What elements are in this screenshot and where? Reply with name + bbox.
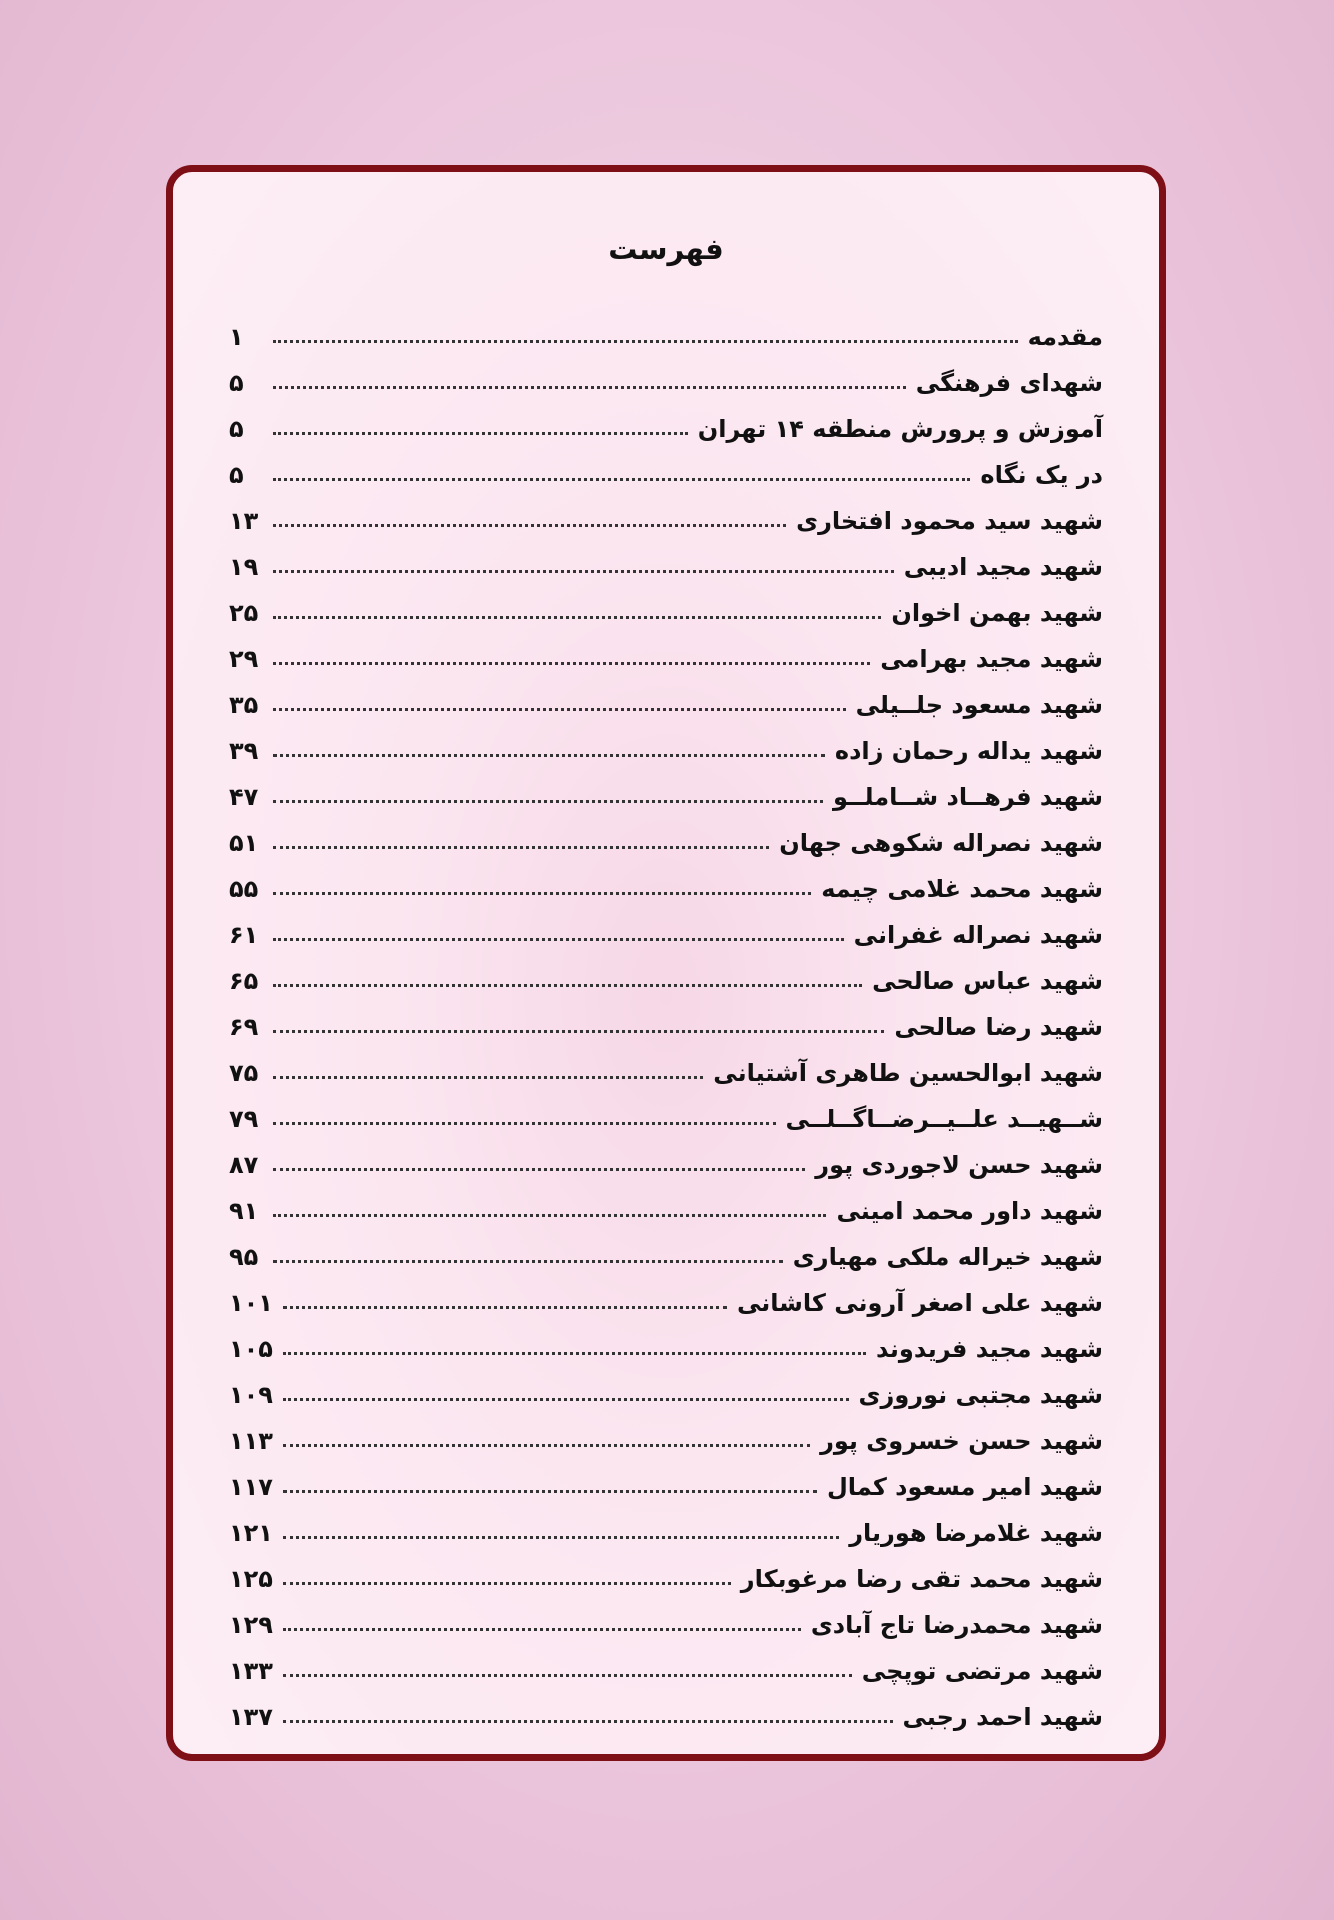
- dot-leader: [273, 474, 970, 481]
- toc-entry[interactable]: [229, 1372, 1103, 1418]
- toc-entry-label: شهید داور محمد امینی: [836, 1197, 1103, 1225]
- dot-leader: [273, 934, 844, 941]
- toc-entry-page-number: ۶۱: [229, 921, 259, 949]
- dot-leader: [273, 1256, 783, 1263]
- toc-entry-label: شهید نصراله شکوهی جهان: [779, 829, 1103, 857]
- toc-entry[interactable]: [229, 360, 1103, 406]
- dot-leader: [283, 1670, 852, 1677]
- dot-leader: [273, 888, 811, 895]
- dot-leader: [273, 980, 862, 987]
- toc-entry-label: شهید امیر مسعود کمال: [826, 1473, 1103, 1501]
- toc-entry-page-number: ۵: [229, 415, 244, 443]
- toc-entry[interactable]: [229, 1188, 1103, 1234]
- toc-entry-page-number: ۱: [229, 323, 244, 351]
- toc-entry-label: شهید بهمن اخوان: [891, 599, 1103, 627]
- toc-entry-page-number: ۳۵: [229, 691, 259, 719]
- toc-entry[interactable]: [229, 958, 1103, 1004]
- toc-entry[interactable]: [229, 1234, 1103, 1280]
- toc-entry[interactable]: [229, 1510, 1103, 1556]
- toc-entry[interactable]: [229, 314, 1103, 360]
- dot-leader: [283, 1394, 849, 1401]
- toc-entry-label: شهید عباس صالحی: [872, 967, 1103, 995]
- toc-entry[interactable]: [229, 590, 1103, 636]
- dot-leader: [273, 750, 825, 757]
- toc-entry-page-number: ۹۱: [229, 1197, 259, 1225]
- toc-entry-label: مقدمه: [1027, 323, 1103, 351]
- toc-entry-label: شهید محمدرضا تاج آبادی: [810, 1611, 1103, 1639]
- toc-entry[interactable]: [229, 1280, 1103, 1326]
- toc-entry-page-number: ۲۹: [229, 645, 259, 673]
- toc-entry-label: شهید فرهــاد شــاملــو: [833, 783, 1103, 811]
- toc-entry-label: شهید مجید ادیبی: [903, 553, 1103, 581]
- toc-entry-page-number: ۵۵: [229, 875, 259, 903]
- dot-leader: [273, 658, 870, 665]
- toc-entry-page-number: ۴۷: [229, 783, 259, 811]
- toc-entry-label: در یک نگاه: [980, 461, 1103, 489]
- toc-entry-page-number: ۱۱۳: [229, 1427, 273, 1455]
- toc-entry-page-number: ۱۳۳: [229, 1657, 273, 1685]
- toc-entry[interactable]: [229, 1004, 1103, 1050]
- toc-entry[interactable]: [229, 682, 1103, 728]
- toc-entry-page-number: ۵: [229, 461, 244, 489]
- toc-entry-label: شهید علی اصغر آرونی کاشانی: [736, 1289, 1103, 1317]
- dot-leader: [273, 1164, 805, 1171]
- toc-entry-label: شهید احمد رجبی: [902, 1703, 1103, 1731]
- dot-leader: [273, 704, 846, 711]
- dot-leader: [273, 842, 769, 849]
- toc-entry[interactable]: [229, 1142, 1103, 1188]
- dot-leader: [273, 1118, 776, 1125]
- toc-entry[interactable]: [229, 866, 1103, 912]
- dot-leader: [273, 796, 823, 803]
- toc-entry[interactable]: [229, 728, 1103, 774]
- toc-entry[interactable]: [229, 774, 1103, 820]
- toc-entry-page-number: ۱۲۵: [229, 1565, 273, 1593]
- toc-entry[interactable]: [229, 1096, 1103, 1142]
- toc-entry[interactable]: [229, 1648, 1103, 1694]
- toc-entry-page-number: ۲۵: [229, 599, 259, 627]
- dot-leader: [273, 336, 1018, 343]
- toc-entry[interactable]: [229, 912, 1103, 958]
- toc-entry[interactable]: [229, 636, 1103, 682]
- toc-entry[interactable]: [229, 452, 1103, 498]
- toc-entry[interactable]: [229, 544, 1103, 590]
- toc-entry-label: شهید مرتضی توپچی: [861, 1657, 1103, 1685]
- toc-entry[interactable]: [229, 498, 1103, 544]
- toc-entry-page-number: ۷۹: [229, 1105, 259, 1133]
- toc-entry[interactable]: [229, 1556, 1103, 1602]
- dot-leader: [273, 520, 786, 527]
- dot-leader: [273, 1210, 826, 1217]
- toc-entry-label: شهید یداله رحمان زاده: [834, 737, 1103, 765]
- dot-leader: [283, 1716, 893, 1723]
- toc-entry-page-number: ۹۵: [229, 1243, 259, 1271]
- toc-entry-page-number: ۱۹: [229, 553, 259, 581]
- toc-entry-label: شهید رضا صالحی: [894, 1013, 1103, 1041]
- dot-leader: [273, 428, 688, 435]
- dot-leader: [283, 1624, 801, 1631]
- toc-entry[interactable]: [229, 1326, 1103, 1372]
- toc-entry-page-number: ۱۰۵: [229, 1335, 273, 1363]
- toc-entry-label: شهید حسن خسروی پور: [820, 1427, 1103, 1455]
- toc-entry-label: آموزش و پرورش منطقه ۱۴ تهران: [697, 415, 1103, 443]
- toc-entry-page-number: ۶۵: [229, 967, 259, 995]
- toc-entry-page-number: ۱۱۷: [229, 1473, 273, 1501]
- toc-entry-label: شهید محمد غلامی چیمه: [821, 875, 1103, 903]
- toc-entry-label: شهید مسعود جلــیلی: [855, 691, 1103, 719]
- toc-entry-page-number: ۱۲۱: [229, 1519, 273, 1547]
- toc-entry-label: شهید مجید بهرامی: [880, 645, 1103, 673]
- toc-entry-page-number: ۱۲۹: [229, 1611, 273, 1639]
- toc-entry-page-number: ۸۷: [229, 1151, 259, 1179]
- dot-leader: [283, 1532, 839, 1539]
- toc-entry-page-number: ۳۹: [229, 737, 259, 765]
- toc-entry-page-number: ۱۳: [229, 507, 259, 535]
- dot-leader: [283, 1302, 727, 1309]
- toc-entry-page-number: ۱۰۹: [229, 1381, 273, 1409]
- toc-entry-label: شهید نصراله غفرانی: [853, 921, 1103, 949]
- dot-leader: [273, 566, 894, 573]
- toc-entry[interactable]: [229, 820, 1103, 866]
- toc-entry[interactable]: [229, 1464, 1103, 1510]
- toc-entry-page-number: ۱۰۱: [229, 1289, 273, 1317]
- toc-entry-label: شهید خیراله ملکی مهیاری: [792, 1243, 1103, 1271]
- page-title: فهرست: [608, 232, 724, 266]
- toc-entry[interactable]: [229, 406, 1103, 452]
- dot-leader: [283, 1486, 817, 1493]
- table-of-contents: [229, 314, 1103, 1740]
- dot-leader: [273, 1072, 703, 1079]
- toc-entry-label: شهدای فرهنگی: [915, 369, 1103, 397]
- toc-entry-label: شهید مجتبی نوروزی: [858, 1381, 1103, 1409]
- dot-leader: [283, 1348, 866, 1355]
- dot-leader: [283, 1578, 731, 1585]
- toc-frame: [166, 165, 1166, 1761]
- toc-entry-label: شهید غلامرضا هوریار: [849, 1519, 1103, 1547]
- dot-leader: [273, 382, 906, 389]
- toc-entry-page-number: ۵: [229, 369, 244, 397]
- toc-entry-label: شهید ابوالحسین طاهری آشتیانی: [713, 1059, 1103, 1087]
- dot-leader: [273, 612, 881, 619]
- toc-entry[interactable]: [229, 1602, 1103, 1648]
- dot-leader: [283, 1440, 810, 1447]
- toc-entry-page-number: ۱۳۷: [229, 1703, 273, 1731]
- toc-entry-label: شهید سید محمود افتخاری: [796, 507, 1103, 535]
- toc-entry-label: شهید مجید فریدوند: [876, 1335, 1103, 1363]
- toc-entry-page-number: ۵۱: [229, 829, 259, 857]
- toc-entry[interactable]: [229, 1050, 1103, 1096]
- dot-leader: [273, 1026, 884, 1033]
- toc-entry[interactable]: [229, 1418, 1103, 1464]
- toc-entry[interactable]: [229, 1694, 1103, 1740]
- toc-entry-label: شــهیــد علــیــرضــاگــلــی: [785, 1105, 1103, 1133]
- toc-entry-label: شهید محمد تقی رضا مرغوبکار: [740, 1565, 1103, 1593]
- toc-entry-label: شهید حسن لاجوردی پور: [815, 1151, 1103, 1179]
- toc-entry-page-number: ۷۵: [229, 1059, 259, 1087]
- toc-entry-page-number: ۶۹: [229, 1013, 259, 1041]
